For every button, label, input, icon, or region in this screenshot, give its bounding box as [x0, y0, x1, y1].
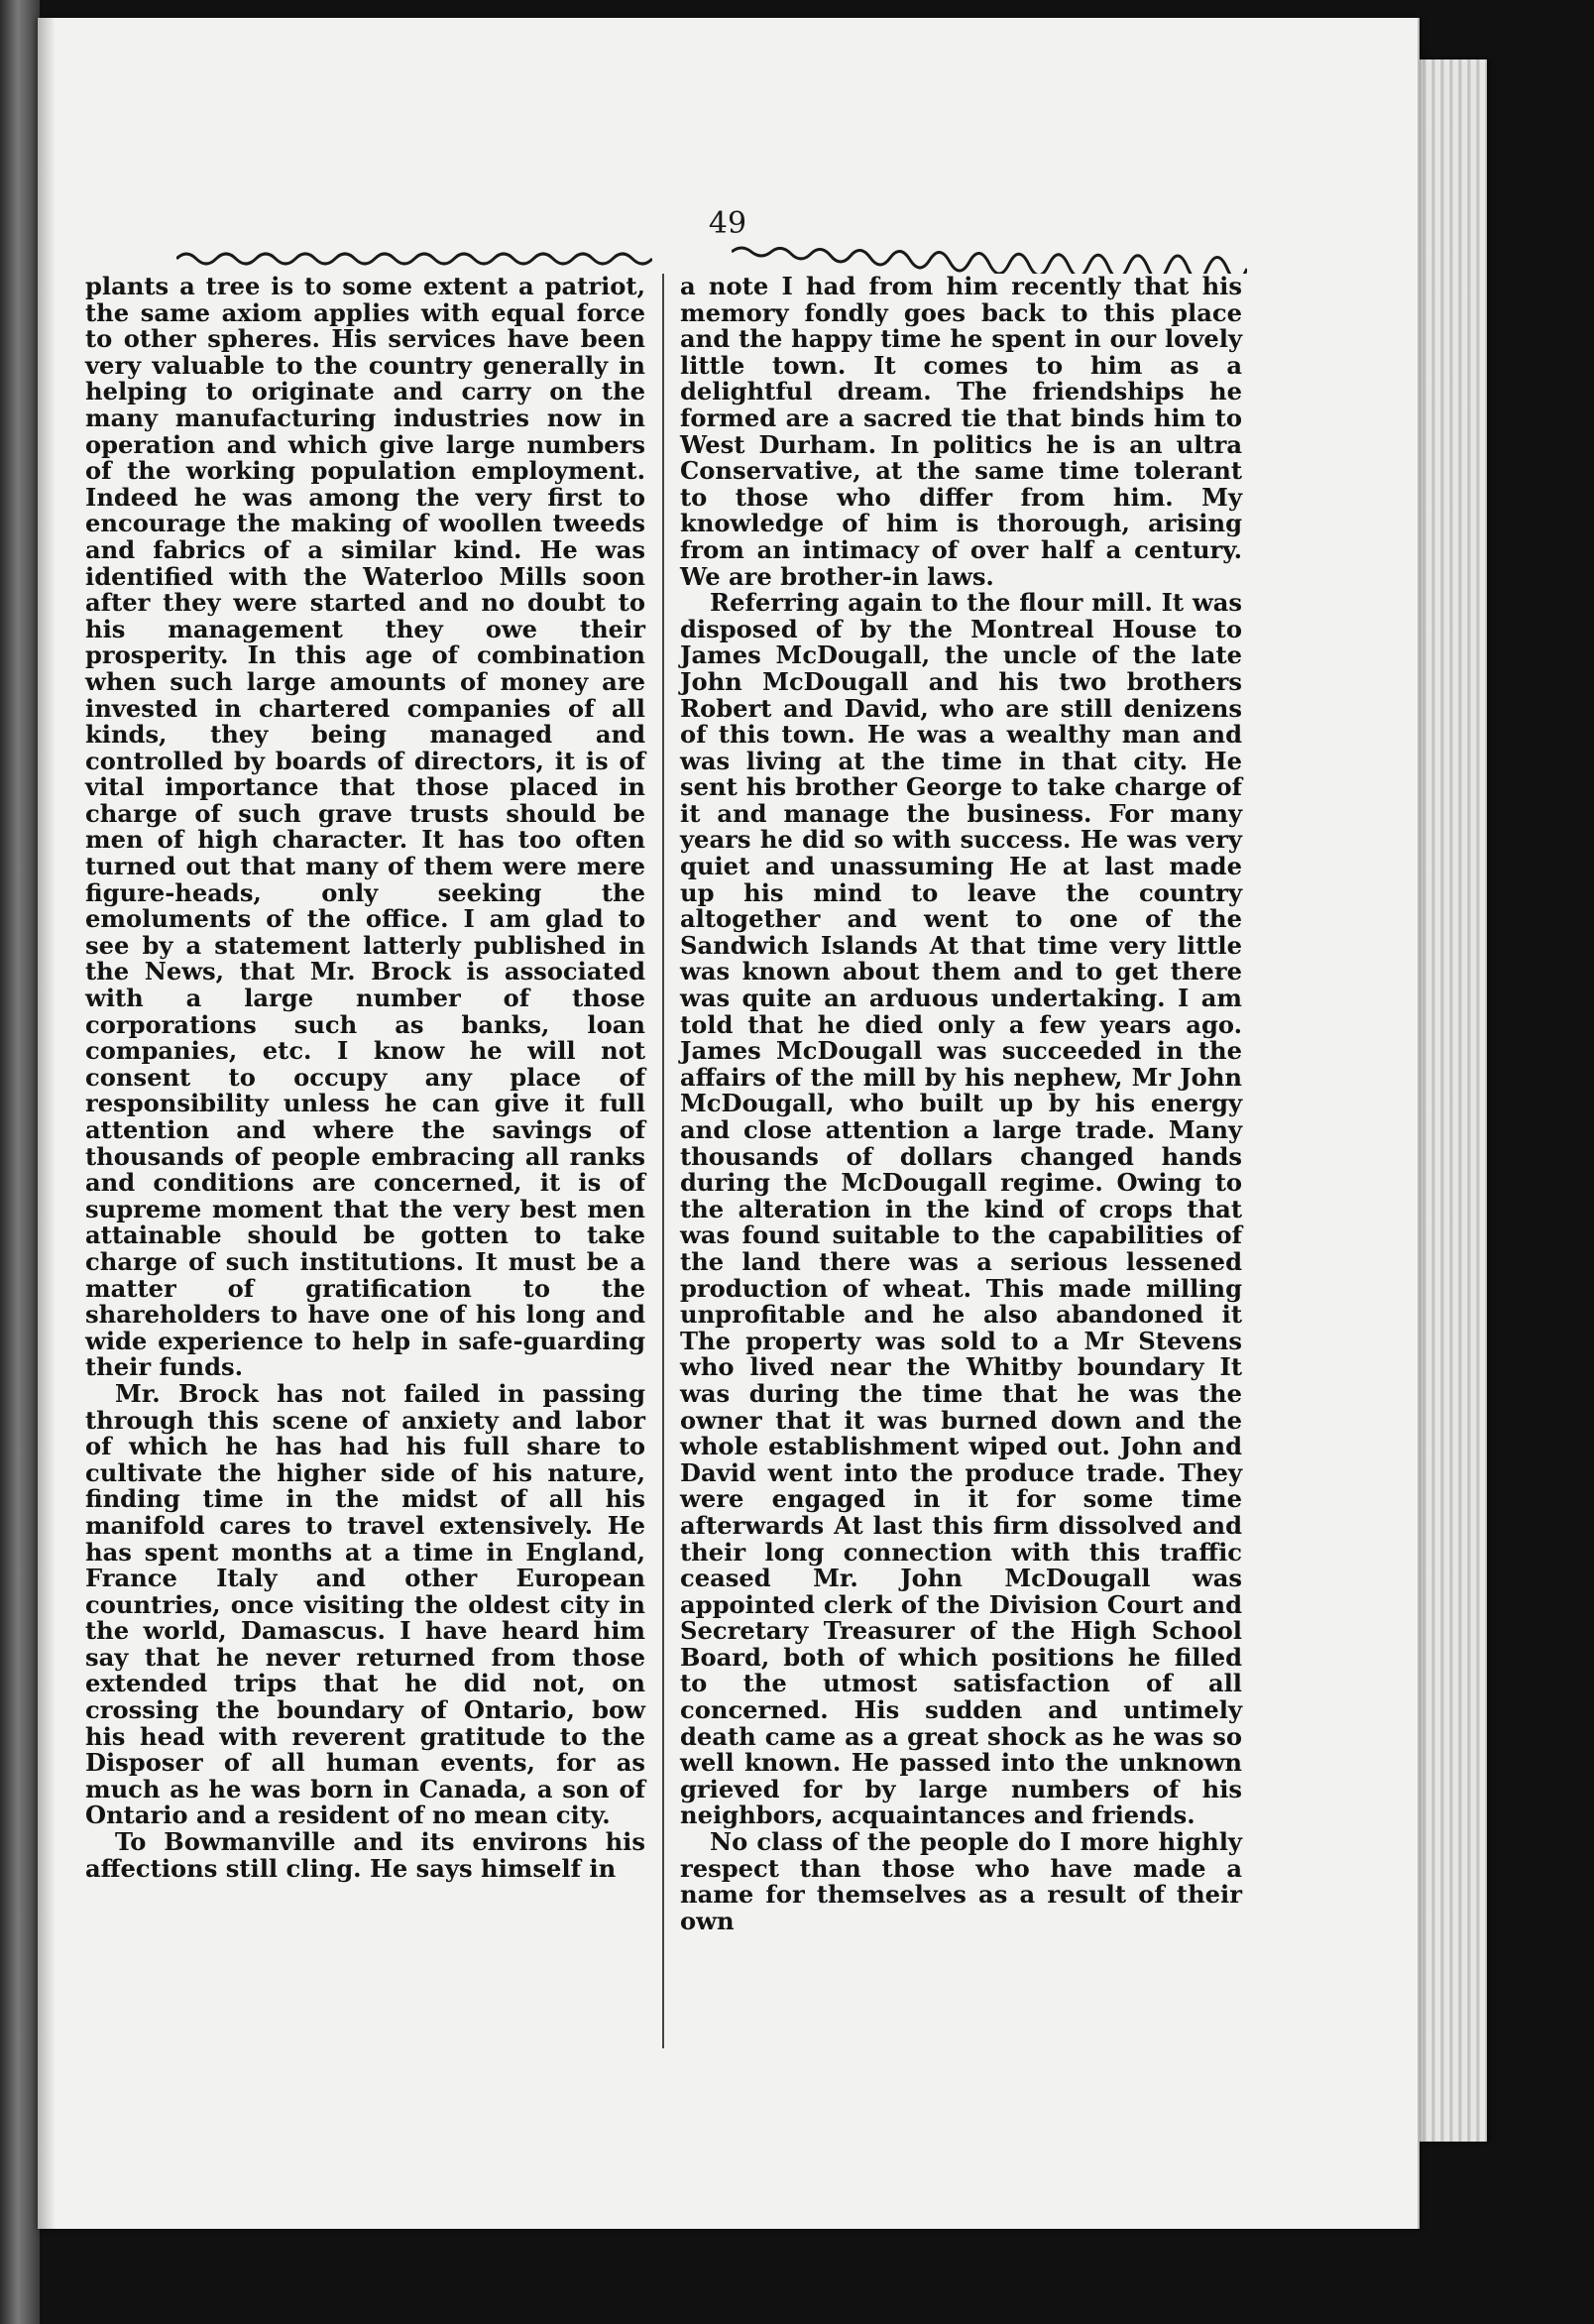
paragraph: Mr. Brock has not failed in passing through this scene of anxiety and labor of which he has had his full share to cultivate the higher side of his nature, finding time in the midst of all his manifold cares to travel extensively. He has spent months at a time in England, France Italy and other European countries, once visiting the oldest city in the world, Damascus. I have heard him say that he never returned from those extended trips that he did not, on crossing the boundary of Ontario, bow his head with reverent gratitude to the Disposer of all human events, for as much as he was born in Canada, a son of Ontario and a resident of no mean city.	[85, 1378, 645, 1830]
text-column-right	[680, 274, 1242, 1934]
wavy-rule-left	[176, 244, 652, 274]
book-page	[38, 18, 1420, 2229]
page-edges	[1418, 59, 1487, 2142]
paragraph: plants a tree is to some extent a patriot, the same axiom applies with equal force to other spheres. His services have been very valuable to the country generally in helping to originate and carry on the many manufacturing industries now in operation and which give large numbers of the working population employment. Indeed he was among the very first to encourage the making of woollen tweeds and fabrics of a similar kind. He was identified with the Waterloo Mills soon after they were started and no doubt to his management they owe their prosperity. In this age of combination when such large amounts of money are invested in chartered companies of all kinds, they being managed and controlled by boards of directors, it is of vital importance that those placed in charge of such grave trusts should be men of high character. It has too often turned out that many of them were mere figure-heads, only seeking the emoluments of the office. I am glad to see by a statement latterly published in the News, that Mr. Brock is associated with a large number of those corporations such as banks, loan companies, etc. I know he will not consent to occupy any place of responsibility unless he can give it full attention and where the savings of thousands of people embracing all ranks and conditions are concerned, it is of supreme moment that the very best men attainable should be gotten to take charge of such institutions. It must be a matter of gratification to the shareholders to have one of his long and wide experience to help in safe-guarding their funds.	[85, 272, 645, 1382]
paragraph: a note I had from him recently that his memory fondly goes back to this place and the happy time he spent in our lovely little town. It comes to him as a delightful dream. The friendships he formed are a sacred tie that binds him to West Durham. In politics he is an ultra Conservative, at the same time tolerant to those who differ from him. My knowledge of him is thorough, arising from an intimacy of over half a century. We are brother-in laws.	[680, 272, 1242, 591]
paragraph: Referring again to the flour mill. It was disposed of by the Montreal House to James McDougall, the uncle of the late John McDougall and his two brothers Robert and David, who are still denizens of this town. He was a wealthy man and was living at the time in that city. He sent his brother George to take charge of it and manage the business. For many years he did so with success. He was very quiet and unassuming He at last made up his mind to leave the country altogether and went to one of the Sandwich Islands At that time very little was known about them and to get there was quite an arduous undertaking. I am told that he died only a few years ago. James McDougall was succeeded in the affairs of the mill by his nephew, Mr John McDougall, who built up by his energy and close attention a large trade. Many thousands of dollars changed hands during the McDougall regime. Owing to the alteration in the kind of crops that was found suitable to the capabilities of the land there was a serious lessened production of wheat. This made milling unprofitable and he also abandoned it The property was sold to a Mr Stevens who lived near the Whitby boundary It was during the time that he was the owner that it was burned down and the whole establishment wiped out. John and David went into the produce trade. They were engaged in it for some time afterwards At last this firm dissolved and their long connection with this traffic ceased Mr. John McDougall was appointed clerk of the Division Court and Secretary Treasurer of the High School Board, both of which positions he filled to the utmost satisfaction of all concerned. His sudden and untimely death came as a great shock as he was so well known. He passed into the unknown grieved for by large numbers of his neighbors, acquaintances and friends.	[680, 588, 1242, 1830]
paragraph: To Bowmanville and its environs his affections still cling. He says himself in	[85, 1827, 645, 1883]
gutter-shadow	[38, 18, 56, 2229]
page-number: 49	[708, 206, 747, 241]
wavy-rule-right	[732, 244, 1247, 274]
book-spine	[0, 0, 40, 2324]
paragraph: No class of the people do I more highly respect than those who have made a name for themselves as a result of their own	[680, 1827, 1242, 1935]
text-column-left	[85, 274, 645, 1882]
column-divider	[662, 274, 664, 2048]
